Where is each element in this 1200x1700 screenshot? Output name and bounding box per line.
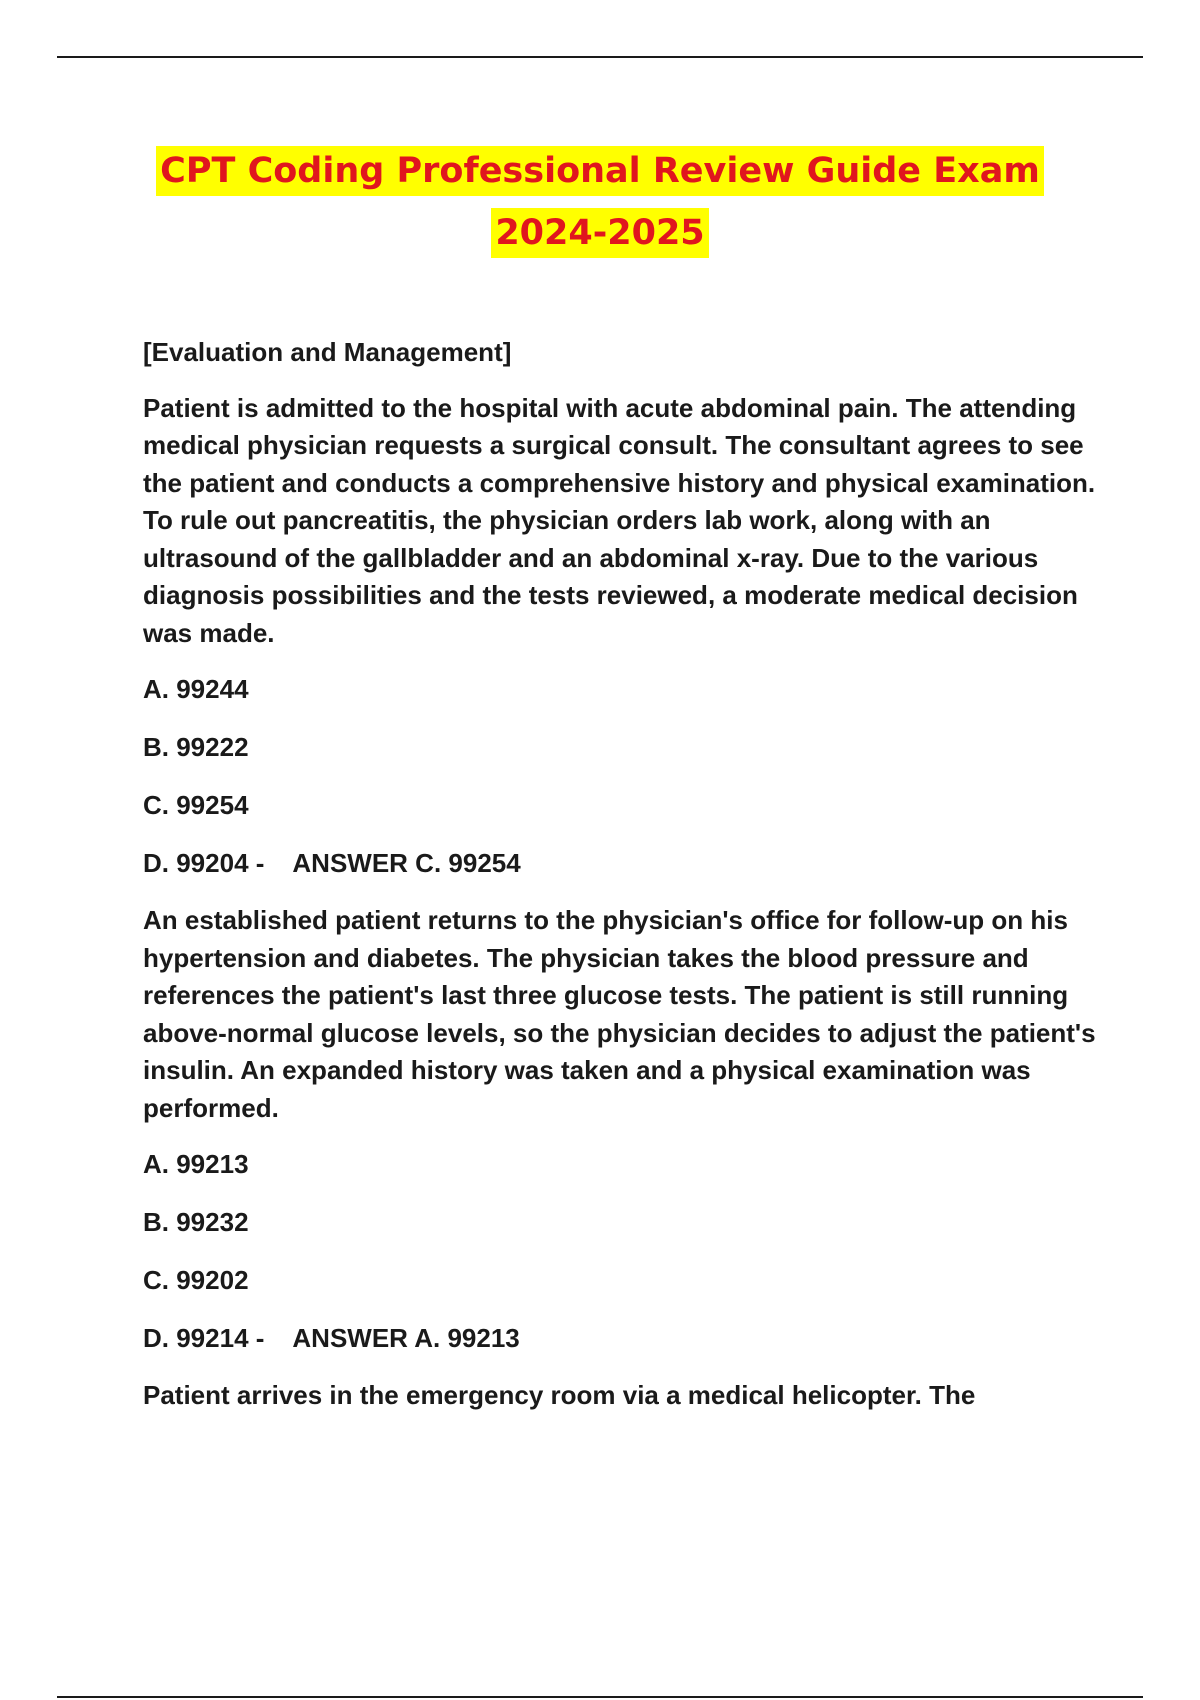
option-d-with-answer xyxy=(143,1319,1103,1357)
question-block xyxy=(143,390,1103,883)
question-block xyxy=(143,902,1103,1357)
option-a: A. 99213 xyxy=(143,1149,249,1179)
trailing-question-text: Patient arrives in the emergency room via a medical helicopter. The xyxy=(143,1380,976,1410)
document-title xyxy=(0,142,1200,266)
option-d-with-answer xyxy=(143,844,1103,882)
title-line-1: CPT Coding Professional Review Guide Exam xyxy=(156,146,1044,196)
option-a: A. 99244 xyxy=(143,674,249,704)
top-rule xyxy=(57,56,1143,58)
option-b: B. 99222 xyxy=(143,732,249,762)
question-text: An established patient returns to the physician's office for follow-up on his hypertension and diabetes. The physician takes the blood pressure and references the patient's last three glucose tests. The patient is still running above-normal glucose levels, so the physician decides to adjust the patient's insulin. An expanded history was taken and a physical examination was performed. xyxy=(143,905,1096,1123)
answer: ANSWER A. 99213 xyxy=(292,1323,520,1353)
question-text: Patient is admitted to the hospital with acute abdominal pain. The attending medical physician requests a surgical consult. The consultant agrees to see the patient and conducts a comprehensive history and physical examination. To rule out pancreatitis, the physician orders lab work, along with an ultrasound of the gallbladder and an abdominal x-ray. Due to the various diagnosis possibilities and the tests reviewed, a moderate medical decision was made. xyxy=(143,392,1096,648)
section-heading: [Evaluation and Management] xyxy=(143,337,512,367)
option-b: B. 99232 xyxy=(143,1207,249,1237)
option-d: D. 99204 - xyxy=(143,848,265,878)
document-body xyxy=(143,334,1103,1415)
option-d: D. 99214 - xyxy=(143,1323,265,1353)
option-c: C. 99202 xyxy=(143,1265,249,1295)
answer: ANSWER C. 99254 xyxy=(292,848,521,878)
bottom-rule xyxy=(57,1696,1143,1698)
option-c: C. 99254 xyxy=(143,790,249,820)
title-line-2: 2024-2025 xyxy=(491,208,708,258)
